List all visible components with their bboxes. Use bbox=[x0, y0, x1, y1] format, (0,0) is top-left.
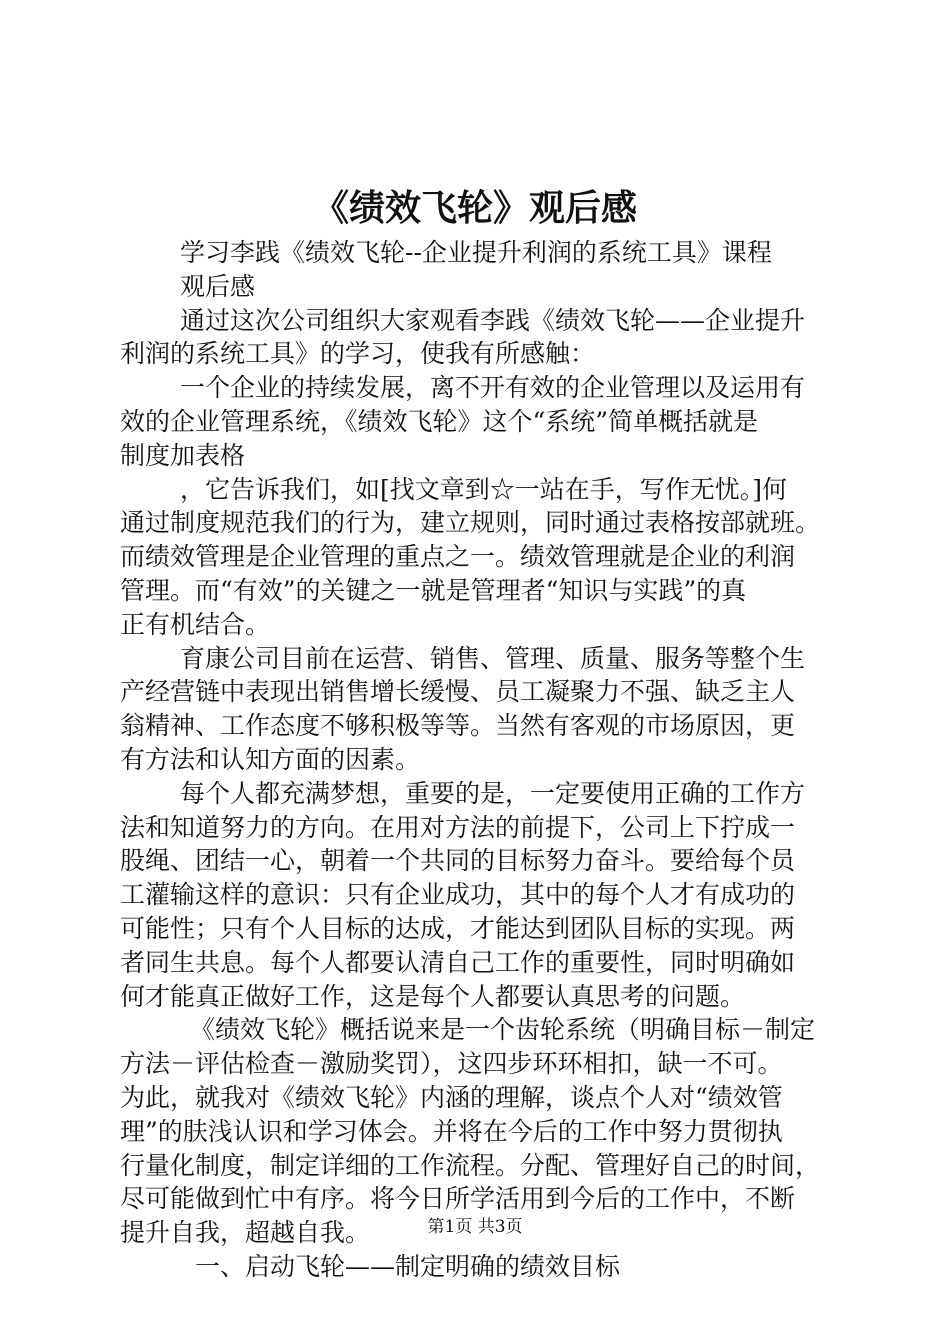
body-line: 翁精神、工作态度不够积极等等。当然有客观的市场原因，更 bbox=[120, 711, 796, 741]
body-line: 何才能真正做好工作，这是每个人都要认真思考的问题。 bbox=[120, 981, 746, 1011]
section-heading: 一、启动飞轮——制定明确的绩效目标 bbox=[195, 1251, 621, 1281]
body-line: 通过制度规范我们的行为，建立规则，同时通过表格按部就班。 bbox=[120, 508, 821, 538]
paragraph-start-line: 一个企业的持续发展，离不开有效的企业管理以及运用有 bbox=[180, 373, 806, 403]
paragraph-start-line: ，它告诉我们，如[找文章到☆一站在手，写作无忧。]何 bbox=[180, 474, 788, 504]
paragraph-start-line: 每个人都充满梦想，重要的是，一定要使用正确的工作方 bbox=[180, 778, 806, 808]
body-line: 正有机结合。 bbox=[120, 609, 271, 639]
body-line: 管理。而“有效”的关键之一就是管理者“知识与实践”的真 bbox=[120, 575, 747, 605]
body-line: 股绳、团结一心，朝着一个共同的目标努力奋斗。要给每个员 bbox=[120, 846, 796, 876]
body-line: 工灌输这样的意识：只有企业成功，其中的每个人才有成功的 bbox=[120, 880, 796, 910]
body-line: 方法－评估检查－激励奖罚），这四步环环相扣，缺一不可。 bbox=[120, 1049, 783, 1079]
page-footer: 第1页 共3页 bbox=[427, 1217, 523, 1237]
paragraph-start-line: 育康公司目前在运营、销售、管理、质量、服务等整个生 bbox=[180, 643, 806, 673]
body-line: 者同生共息。每个人都要认清自己工作的重要性，同时明确如 bbox=[120, 947, 796, 977]
body-line: 尽可能做到忙中有序。将今日所学活用到今后的工作中，不断 bbox=[120, 1184, 796, 1214]
body-line: 利润的系统工具》的学习，使我有所感触： bbox=[120, 339, 596, 369]
body-line: 观后感 bbox=[180, 271, 256, 301]
document-body bbox=[120, 236, 832, 1284]
body-line: 效的企业管理系统，《绩效飞轮》这个“系统”简单概括就是 bbox=[120, 406, 759, 436]
paragraph-start-line: 《绩效飞轮》概括说来是一个齿轮系统（明确目标－制定 bbox=[190, 1015, 816, 1045]
body-line: 法和知道努力的方向。在用对方法的前提下，公司上下拧成一 bbox=[120, 812, 796, 842]
body-line: 行量化制度，制定详细的工作流程。分配、管理好自己的时间， bbox=[120, 1150, 821, 1180]
paragraph-start-line: 通过这次公司组织大家观看李践《绩效飞轮——企业提升 bbox=[180, 305, 806, 335]
body-line: 提升自我，超越自我。 bbox=[120, 1218, 371, 1248]
body-line: 理”的肤浅认识和学习体会。并将在今后的工作中努力贯彻执 bbox=[120, 1116, 783, 1146]
body-line: 制度加表格 bbox=[120, 440, 246, 470]
body-line: 可能性；只有个人目标的达成，才能达到团队目标的实现。两 bbox=[120, 913, 796, 943]
body-line: 而绩效管理是企业管理的重点之一。绩效管理就是企业的利润 bbox=[120, 542, 796, 572]
body-line: 有方法和认知方面的因素。 bbox=[120, 744, 421, 774]
body-line: 产经营链中表现出销售增长缓慢、员工凝聚力不强、缺乏主人 bbox=[120, 677, 796, 707]
body-line: 为此，就我对《绩效飞轮》内涵的理解，谈点个人对“绩效管 bbox=[120, 1082, 783, 1112]
body-line: 学习李践《绩效飞轮--企业提升利润的系统工具》课程 bbox=[180, 238, 772, 267]
document-title: 《绩效飞轮》观后感 bbox=[312, 187, 637, 229]
